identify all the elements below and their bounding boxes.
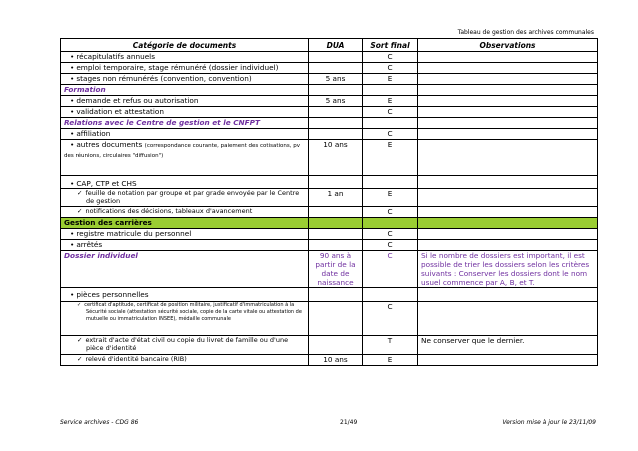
row-sort: C (363, 240, 418, 251)
table-row (61, 107, 598, 118)
page-number: 21/49 (340, 419, 358, 426)
table-row (61, 74, 598, 85)
col-header-dua: DUA (309, 39, 363, 52)
col-header-sort: Sort final (363, 39, 418, 52)
table-row (61, 129, 598, 140)
footer-left: Service archives - CDG 86 (60, 419, 139, 426)
section-formation: Formation (61, 85, 309, 96)
footer-version: Version mise à jour le 23/11/09 (502, 419, 596, 426)
row-dua: 10 ans (309, 140, 363, 176)
row-sort: C (363, 229, 418, 240)
table-row (61, 229, 598, 240)
table-row (61, 251, 598, 288)
table-row (61, 63, 598, 74)
table-row (61, 52, 598, 63)
table-row (61, 176, 598, 189)
row-sort: E (363, 74, 418, 85)
row-sort: E (363, 140, 418, 176)
table-header-row (61, 39, 598, 52)
row-label: ✓ notifications des décisions, tableaux d'avancement (64, 207, 305, 215)
row-dua: 5 ans (309, 74, 363, 85)
section-dossier: Dossier individuel (61, 251, 309, 288)
row-sort: E (363, 96, 418, 107)
row-observations: Ne conserver que le dernier. (418, 336, 598, 355)
row-dua: 1 an (309, 189, 363, 207)
row-label: ✓ certificat d'aptitude, certificat de position militaire, justificatif d'immatriculation à la Sécurité sociale (attestation sécurité sociale, copie de la carte vitale ou attestation de mutuelle ou immatriculation INSEE), médaille communale (64, 302, 305, 322)
table-row (61, 207, 598, 218)
table-row (61, 240, 598, 251)
row-sort: C (363, 63, 418, 74)
table-row (61, 140, 598, 176)
row-sort: C (363, 207, 418, 218)
header-note: Tableau de gestion des archives communales (457, 29, 594, 36)
row-label: • demande et refus ou autorisation (64, 96, 305, 105)
row-sort: C (363, 107, 418, 118)
row-dua: 90 ans à partir de la date de naissance (309, 251, 363, 288)
row-label: • stages non rémunérés (convention, convention) (64, 74, 305, 83)
table-row (61, 355, 598, 366)
row-detail: (correspondance courante, paiement des cotisations, pv des réunions, circulaires "diffusion") (64, 143, 300, 159)
row-label: • autres documents (64, 140, 142, 149)
row-sort: T (363, 336, 418, 355)
row-label: • registre matricule du personnel (64, 229, 305, 238)
row-label: • affiliation (64, 129, 305, 138)
section-row (61, 85, 598, 96)
row-label: • CAP, CTP et CHS (64, 179, 305, 188)
section-carrieres: Gestion des carrières (61, 218, 309, 229)
col-header-categorie: Catégorie de documents (61, 39, 309, 52)
section-relations: Relations avec le Centre de gestion et le CNFPT (61, 118, 309, 129)
table-row (61, 336, 598, 355)
col-header-observations: Observations (418, 39, 598, 52)
row-sort: C (363, 302, 418, 336)
row-sort: C (363, 129, 418, 140)
row-label: ✓ extrait d'acte d'état civil ou copie du livret de famille ou d'une pièce d'identité (64, 336, 305, 352)
table-row (61, 96, 598, 107)
row-sort: E (363, 189, 418, 207)
row-label: • pièces personnelles (64, 290, 305, 299)
row-label: ✓ relevé d'identité bancaire (RIB) (64, 355, 305, 363)
row-dua: 5 ans (309, 96, 363, 107)
section-row (61, 218, 598, 229)
table-row (61, 302, 598, 336)
row-sort: C (363, 251, 418, 288)
row-label: • validation et attestation (64, 107, 305, 116)
table-row (61, 288, 598, 302)
archive-table (60, 38, 598, 366)
row-observations: Si le nombre de dossiers est important, il est possible de trier les dossiers selon les critères suivants : Conserver les dossiers dont le nom usuel commence par A, B, et T. (418, 251, 598, 288)
row-sort: C (363, 52, 418, 63)
row-label: • arrêtés (64, 240, 305, 249)
table-row (61, 189, 598, 207)
row-label: • emploi temporaire, stage rémunéré (dossier individuel) (64, 63, 305, 72)
row-label: ✓ feuille de notation par groupe et par grade envoyée par le Centre de gestion (64, 189, 305, 205)
row-dua: 10 ans (309, 355, 363, 366)
section-row (61, 118, 598, 129)
row-label: • récapitulatifs annuels (64, 52, 305, 61)
row-sort: E (363, 355, 418, 366)
